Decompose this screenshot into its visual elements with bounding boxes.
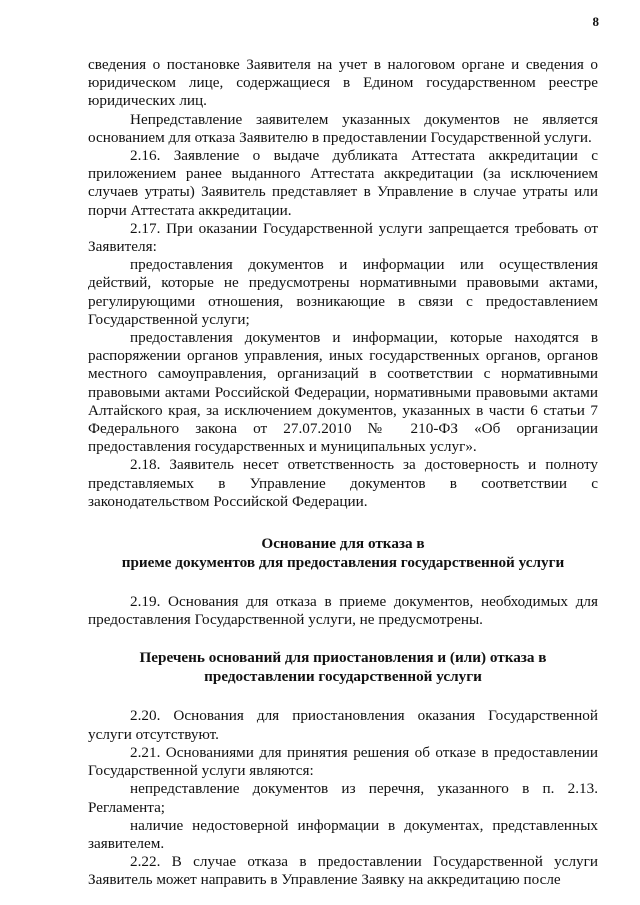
paragraph: Непредставление заявителем указанных документов не является основанием для отказа Заявителю в предоставлении Государственной услуги. xyxy=(88,110,598,146)
heading-line: предоставлении государственной услуги xyxy=(204,668,482,686)
paragraph-2-19: 2.19. Основания для отказа в приеме документов, необходимых для предоставления Государственной услуги, не предусмотрены. xyxy=(88,593,598,629)
paragraph: предоставления документов и информации или осуществления действий, которые не предусмотрены нормативными правовыми актами, регулирующими отношения, возникающие в связи с предоставлением Государственной услуги; xyxy=(88,256,598,328)
section-heading-refusal-grounds xyxy=(88,534,598,572)
paragraph-2-17: 2.17. При оказании Государственной услуги запрещается требовать от Заявителя: xyxy=(88,219,598,256)
paragraph-2-21: 2.21. Основаниями для принятия решения об отказе в предоставлении Государственной услуги являются: xyxy=(88,743,598,780)
heading-line: Перечень оснований для приостановления и (или) отказа в xyxy=(139,649,547,667)
paragraph: предоставления документов и информации, которые находятся в распоряжении органов управления, иных государственных органов, органов местного самоуправления, организаций в соответствии с нормативными правовыми актами Российской Федерации, нормативными правовыми актами Алтайского края, за исключением документов, указанных в части 6 статьи 7 Федерального закона от 27.07.2010 № 210-ФЗ «Об организации предоставления государственных и муниципальных услуг». xyxy=(88,329,598,456)
paragraph: сведения о постановке Заявителя на учет в налоговом органе и сведения о юридическом лице, содержащиеся в Едином государственном реестре юридических лиц. xyxy=(88,56,598,110)
paragraph-2-18: 2.18. Заявитель несет ответственность за достоверность и полноту представляемых в Управление документов в соответствии с законодательством Российской Федерации. xyxy=(88,456,598,510)
page-number: 8 xyxy=(592,14,599,29)
paragraph-2-22: 2.22. В случае отказа в предоставлении Государственной услуги Заявитель может направить в Управление Заявку на аккредитацию после xyxy=(88,853,598,889)
heading-line: приеме документов для предоставления государственной услуги xyxy=(121,554,565,572)
paragraph: наличие недостоверной информации в документах, представленных заявителем. xyxy=(88,816,598,852)
heading-line: Основание для отказа в xyxy=(261,535,425,553)
paragraph-2-16: 2.16. Заявление о выдаче дубликата Аттестата аккредитации с приложением ранее выданного Аттестата аккредитации (за исключением случаев утраты) Заявитель представляет в Управление в случае утраты или порчи Аттестата аккредитации. xyxy=(88,147,598,219)
paragraph: непредставление документов из перечня, указанного в п. 2.13. Регламента; xyxy=(88,780,598,816)
document-body xyxy=(88,56,598,890)
paragraph-2-20: 2.20. Основания для приостановления оказания Государственной услуги отсутствуют. xyxy=(88,707,598,743)
section-heading-suspension-grounds xyxy=(88,648,598,686)
